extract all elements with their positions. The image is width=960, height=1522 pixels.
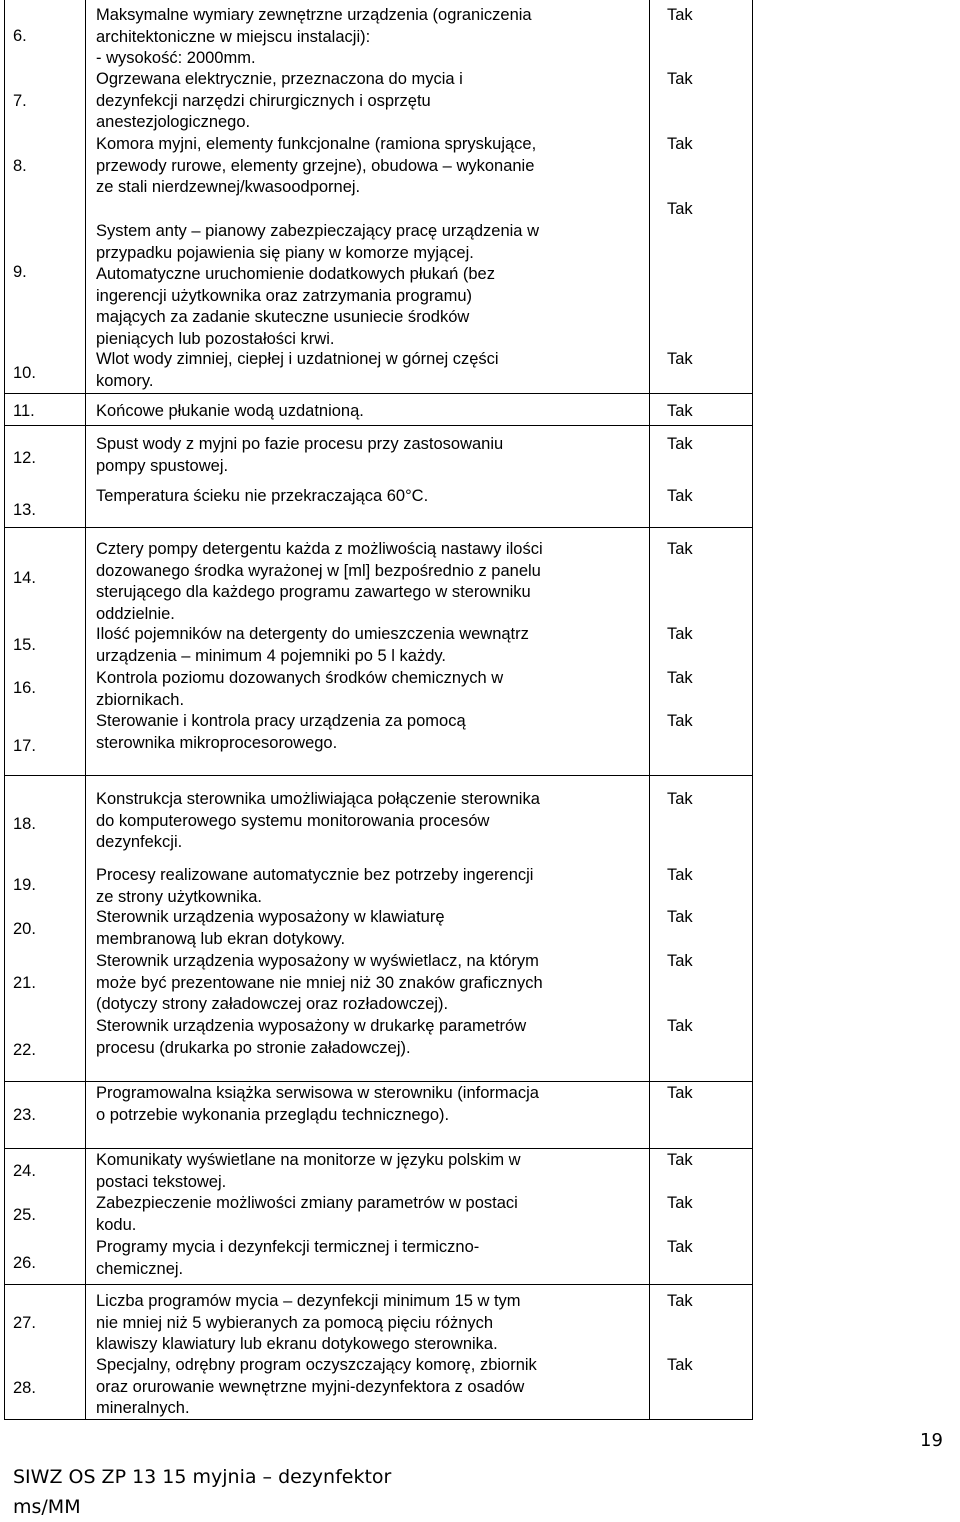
row-description-line: Cztery pompy detergentu każda z możliwością nastawy ilości: [96, 540, 543, 558]
row-number: 26.: [13, 1254, 36, 1272]
row-description-line: Komunikaty wyświetlane na monitorze w języku polskim w: [96, 1151, 521, 1169]
row-description-line: Liczba programów mycia – dezynfekcji minimum 15 w tym: [96, 1292, 521, 1310]
row-description-line: System anty – pianowy zabezpieczający pracę urządzenia w: [96, 222, 539, 240]
row-number: 7.: [13, 92, 27, 110]
row-description-line: Maksymalne wymiary zewnętrzne urządzenia (ograniczenia: [96, 6, 532, 24]
row-description-line: pieniących lub pozostałości krwi.: [96, 329, 335, 348]
row-description-line: (dotyczy strony załadowczej oraz rozładowczej).: [96, 995, 449, 1013]
row-description-line: ze stali nierdzewnej/kwasoodpornej.: [96, 178, 361, 196]
row-description-line: o potrzebie wykonania przeglądu technicznego).: [96, 1105, 450, 1124]
row-answer: Tak: [667, 487, 693, 505]
row-number: 18.: [13, 815, 36, 833]
row-number: 20.: [13, 920, 36, 938]
row-description-line: anestezjologicznego.: [96, 113, 251, 131]
row-description-line: sterującego dla każdego programu zawartego w sterowniku: [96, 583, 531, 601]
row-answer: Tak: [667, 435, 693, 453]
row-number: 6.: [13, 27, 27, 45]
row-description-line: Sterownik urządzenia wyposażony w klawiaturę: [96, 908, 445, 926]
row-description-line: nie mniej niż 5 wybieranych za pomocą pięciu różnych: [96, 1313, 494, 1332]
row-number: 9.: [13, 263, 27, 281]
row-number: 23.: [13, 1106, 36, 1124]
row-description-line: Konstrukcja sterownika umożliwiająca połączenie sterownika: [96, 790, 540, 808]
row-answer: Tak: [667, 1238, 693, 1256]
row-answer: Tak: [667, 1017, 693, 1035]
row-description-line: dezynfekcji narzędzi chirurgicznych i osprzętu: [96, 91, 431, 110]
row-answer: Tak: [667, 70, 693, 88]
row-answer: Tak: [667, 712, 693, 730]
row-description-line: Komora myjni, elementy funkcjonalne (ramiona spryskujące,: [96, 135, 537, 153]
row-description-line: do komputerowego systemu monitorowania procesów: [96, 811, 490, 830]
row-number: 25.: [13, 1206, 36, 1224]
row-description-line: dozowanego środka wyrażonej w [ml] bezpośrednio z panelu: [96, 561, 541, 580]
row-number: 28.: [13, 1379, 36, 1397]
row-number: 21.: [13, 974, 36, 992]
row-answer: Tak: [667, 908, 693, 926]
row-number: 15.: [13, 636, 36, 654]
row-description-line: sterownika mikroprocesorowego.: [96, 733, 338, 752]
row-description-line: ze strony użytkownika.: [96, 887, 262, 906]
row-description-line: Specjalny, odrębny program oczyszczający komorę, zbiornik: [96, 1356, 537, 1374]
row-description-line: Ilość pojemników na detergenty do umieszczenia wewnątrz: [96, 625, 529, 643]
row-number: 19.: [13, 876, 36, 894]
row-answer: Tak: [667, 866, 693, 884]
row-number: 17.: [13, 737, 36, 755]
footer: [13, 1462, 391, 1522]
row-description-line: zbiornikach.: [96, 690, 185, 709]
row-description-line: postaci tekstowej.: [96, 1172, 227, 1191]
row-description-line: Ogrzewana elektrycznie, przeznaczona do mycia i: [96, 70, 463, 88]
row-description-line: przewody rurowe, elementy grzejne), obudowa – wykonanie: [96, 156, 535, 175]
row-answer: Tak: [667, 350, 693, 368]
row-answer: Tak: [667, 790, 693, 808]
row-description-line: Końcowe płukanie wodą uzdatnioną.: [96, 402, 364, 420]
row-description-line: komory.: [96, 371, 154, 390]
row-answer: Tak: [667, 402, 693, 420]
row-description-line: Zabezpieczenie możliwości zmiany parametrów w postaci: [96, 1194, 518, 1212]
row-description-line: Automatyczne uruchomienie dodatkowych płukań (bez: [96, 265, 495, 283]
row-description-line: Temperatura ścieku nie przekraczająca 60°C.: [96, 487, 429, 505]
row-answer: Tak: [667, 1356, 693, 1374]
row-description-line: Procesy realizowane automatycznie bez potrzeby ingerencji: [96, 866, 534, 884]
row-description-line: Spust wody z myjni po fazie procesu przy zastosowaniu: [96, 435, 504, 453]
row-answer: Tak: [667, 1292, 693, 1310]
row-number: 16.: [13, 679, 36, 697]
footer-title: SIWZ OS ZP 13 15 myjnia – dezynfektor: [13, 1466, 392, 1488]
row-answer: Tak: [667, 669, 693, 687]
row-number: 27.: [13, 1314, 36, 1332]
row-description-line: procesu (drukarka po stronie załadowczej).: [96, 1038, 411, 1057]
row-answer: Tak: [667, 200, 693, 218]
row-number: 10.: [13, 364, 36, 382]
row-number: 22.: [13, 1041, 36, 1059]
row-answer: Tak: [667, 625, 693, 643]
row-description-line: membranową lub ekran dotykowy.: [96, 929, 346, 948]
row-number: 11.: [13, 402, 35, 420]
row-answer: Tak: [667, 135, 693, 153]
row-description-line: Sterownik urządzenia wyposażony w drukarkę parametrów: [96, 1017, 527, 1035]
row-description-line: Sterownik urządzenia wyposażony w wyświetlacz, na którym: [96, 952, 539, 970]
row-description-line: chemicznej.: [96, 1259, 184, 1278]
row-description-line: może być prezentowane nie mniej niż 30 znaków graficznych: [96, 973, 543, 992]
row-description-line: kodu.: [96, 1215, 137, 1234]
row-description-line: - wysokość: 2000mm.: [96, 49, 256, 67]
row-number: 13.: [13, 501, 36, 519]
row-description-line: Programowalna książka serwisowa w sterowniku (informacja: [96, 1084, 539, 1102]
row-number: 24.: [13, 1162, 36, 1180]
row-description-line: Sterowanie i kontrola pracy urządzenia za pomocą: [96, 712, 466, 730]
row-answer: Tak: [667, 1084, 693, 1102]
row-description-line: Wlot wody zimniej, ciepłej i uzdatnionej w górnej części: [96, 350, 499, 368]
row-answer: Tak: [667, 1194, 693, 1212]
row-answer: Tak: [667, 1151, 693, 1169]
row-description-line: oddzielnie.: [96, 604, 175, 623]
row-description-line: ingerencji użytkownika oraz zatrzymania programu): [96, 286, 472, 305]
row-description-line: oraz orurowanie wewnętrzne myjni-dezynfektora z osadów: [96, 1377, 525, 1396]
row-number: 14.: [13, 569, 36, 587]
row-description-line: dezynfekcji.: [96, 833, 183, 851]
footer-initials: ms/MM: [13, 1496, 81, 1518]
row-description-line: urządzenia – minimum 4 pojemniki po 5 l każdy.: [96, 646, 447, 665]
page-number: 19: [920, 1430, 943, 1451]
row-description-line: mineralnych.: [96, 1399, 190, 1417]
row-description-line: pompy spustowej.: [96, 456, 229, 475]
row-answer: Tak: [667, 952, 693, 970]
row-description-line: klawiszy klawiatury lub ekranu dotykowego sterownika.: [96, 1335, 498, 1353]
row-description-line: Kontrola poziomu dozowanych środków chemicznych w: [96, 669, 504, 687]
row-answer: Tak: [667, 540, 693, 558]
row-description-line: Programy mycia i dezynfekcji termicznej i termiczno-: [96, 1238, 480, 1256]
row-answer: Tak: [667, 6, 693, 24]
row-description-line: architektoniczne w miejscu instalacji):: [96, 27, 371, 46]
row-number: 8.: [13, 157, 27, 175]
row-number: 12.: [13, 449, 36, 467]
row-description-line: mających za zadanie skuteczne usuniecie środków: [96, 308, 470, 326]
row-description-line: przypadku pojawienia się piany w komorze myjącej.: [96, 243, 474, 262]
